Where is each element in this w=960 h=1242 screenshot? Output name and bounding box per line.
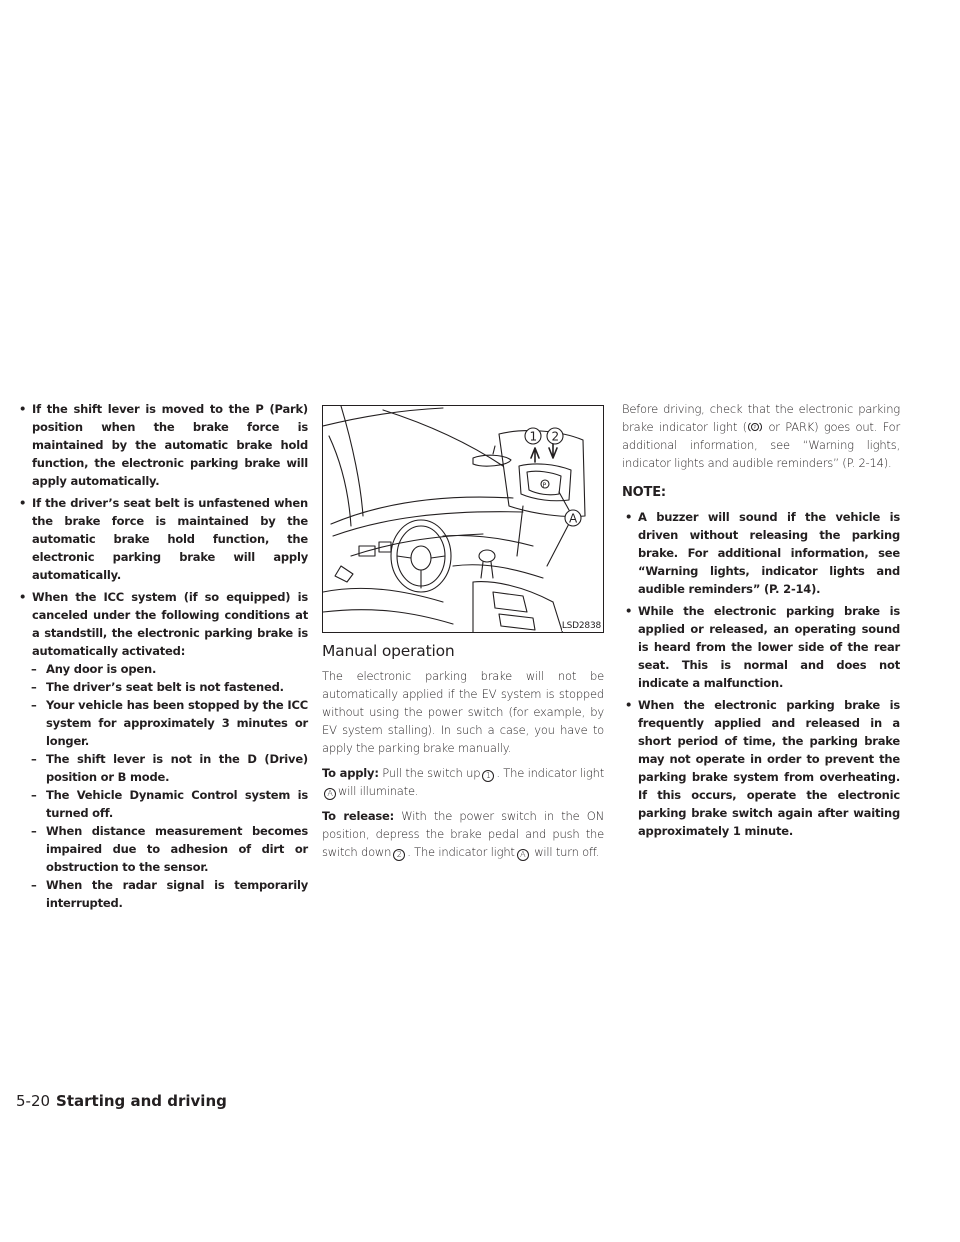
sub-item: – When the radar signal is temporarily interrupted.: [16, 876, 308, 912]
cabin-line-drawing: [323, 406, 604, 633]
release-text: will turn off.: [534, 845, 600, 859]
note-item: • A buzzer will sound if the vehicle is driven without releasing the parking brake. For additional information, see “Warning lights, indicator lights and audible reminders” (P. 2-14).: [622, 508, 900, 598]
intro-text: Before driving, check that the electronic parking brake indicator light (: [622, 402, 900, 434]
callout-2-inline: 2: [393, 849, 405, 861]
callout-1-inline: 1: [482, 770, 494, 782]
callout-2: 2: [551, 429, 559, 444]
callout-a-inline: A: [517, 849, 529, 861]
apply-text: will illuminate.: [338, 784, 419, 798]
parking-brake-icon: [748, 421, 762, 433]
sub-item: – The driver’s seat belt is not fastened.: [16, 678, 308, 696]
svg-text:P: P: [542, 482, 546, 489]
svg-text:P: P: [753, 425, 757, 431]
right-column: [622, 400, 900, 844]
figure-code: LSD2838: [561, 621, 601, 631]
release-text: . The indicator light: [407, 845, 515, 859]
manual-operation-intro: The electronic parking brake will not be automatically applied if the EV system is stopped without using the power switch (for example, by EV system stalling). In such a case, you have to apply the parking brake manually.: [322, 669, 604, 755]
release-label: To release:: [322, 809, 395, 823]
bullet-item: • If the shift lever is moved to the P (Park) position when the brake force is maintained by the automatic brake hold function, the electronic parking brake will apply automatically.: [16, 400, 308, 490]
section-heading: Manual operation: [322, 642, 455, 660]
parking-brake-illustration: [322, 405, 604, 633]
release-instructions: [322, 807, 604, 861]
note-title: NOTE:: [622, 485, 666, 500]
note-item: • When the electronic parking brake is frequently applied and released in a short period of time, the parking brake may not operate in order to prevent the parking brake system from overheating. If this occurs, operate the electronic parking brake switch again after waiting approximately 1 minute.: [622, 696, 900, 840]
apply-label: To apply:: [322, 766, 379, 780]
sub-item: – Any door is open.: [16, 660, 308, 678]
indicator-check-paragraph: [622, 400, 900, 472]
left-column: [16, 400, 308, 912]
middle-column: [322, 400, 604, 868]
callout-1: 1: [529, 429, 537, 444]
apply-text: . The indicator light: [496, 766, 604, 780]
apply-text: Pull the switch up: [382, 766, 481, 780]
sub-item: – When distance measurement becomes impaired due to adhesion of dirt or obstruction to the sensor.: [16, 822, 308, 876]
note-item: • While the electronic parking brake is applied or released, an operating sound is heard from the lower side of the rear seat. This is normal and does not indicate a malfunction.: [622, 602, 900, 692]
section-title: Starting and driving: [56, 1092, 227, 1110]
sub-item: – The Vehicle Dynamic Control system is turned off.: [16, 786, 308, 822]
sub-item: – The shift lever is not in the D (Drive) position or B mode.: [16, 750, 308, 786]
callout-a-inline: A: [324, 788, 336, 800]
intro-text: or PARK) goes out. For additional information, see “Warning lights, indicator lights and audible reminders” (P. 2-14).: [622, 420, 900, 470]
callout-a: A: [569, 511, 578, 526]
apply-instructions: [322, 764, 604, 800]
bullet-item: • If the driver’s seat belt is unfastened when the brake force is maintained by the automatic brake hold function, the electronic parking brake will apply automatically.: [16, 494, 308, 584]
page-footer: [16, 1091, 227, 1111]
page-number: 5-20: [16, 1092, 51, 1110]
bullet-item: • When the ICC system (if so equipped) is canceled under the following conditions at a standstill, the electronic parking brake is automatically activated:: [16, 588, 308, 660]
sub-item: – Your vehicle has been stopped by the ICC system for approximately 3 minutes or longer.: [16, 696, 308, 750]
release-text: With the power switch in the ON position, depress the brake pedal and push the switch down: [322, 809, 604, 859]
